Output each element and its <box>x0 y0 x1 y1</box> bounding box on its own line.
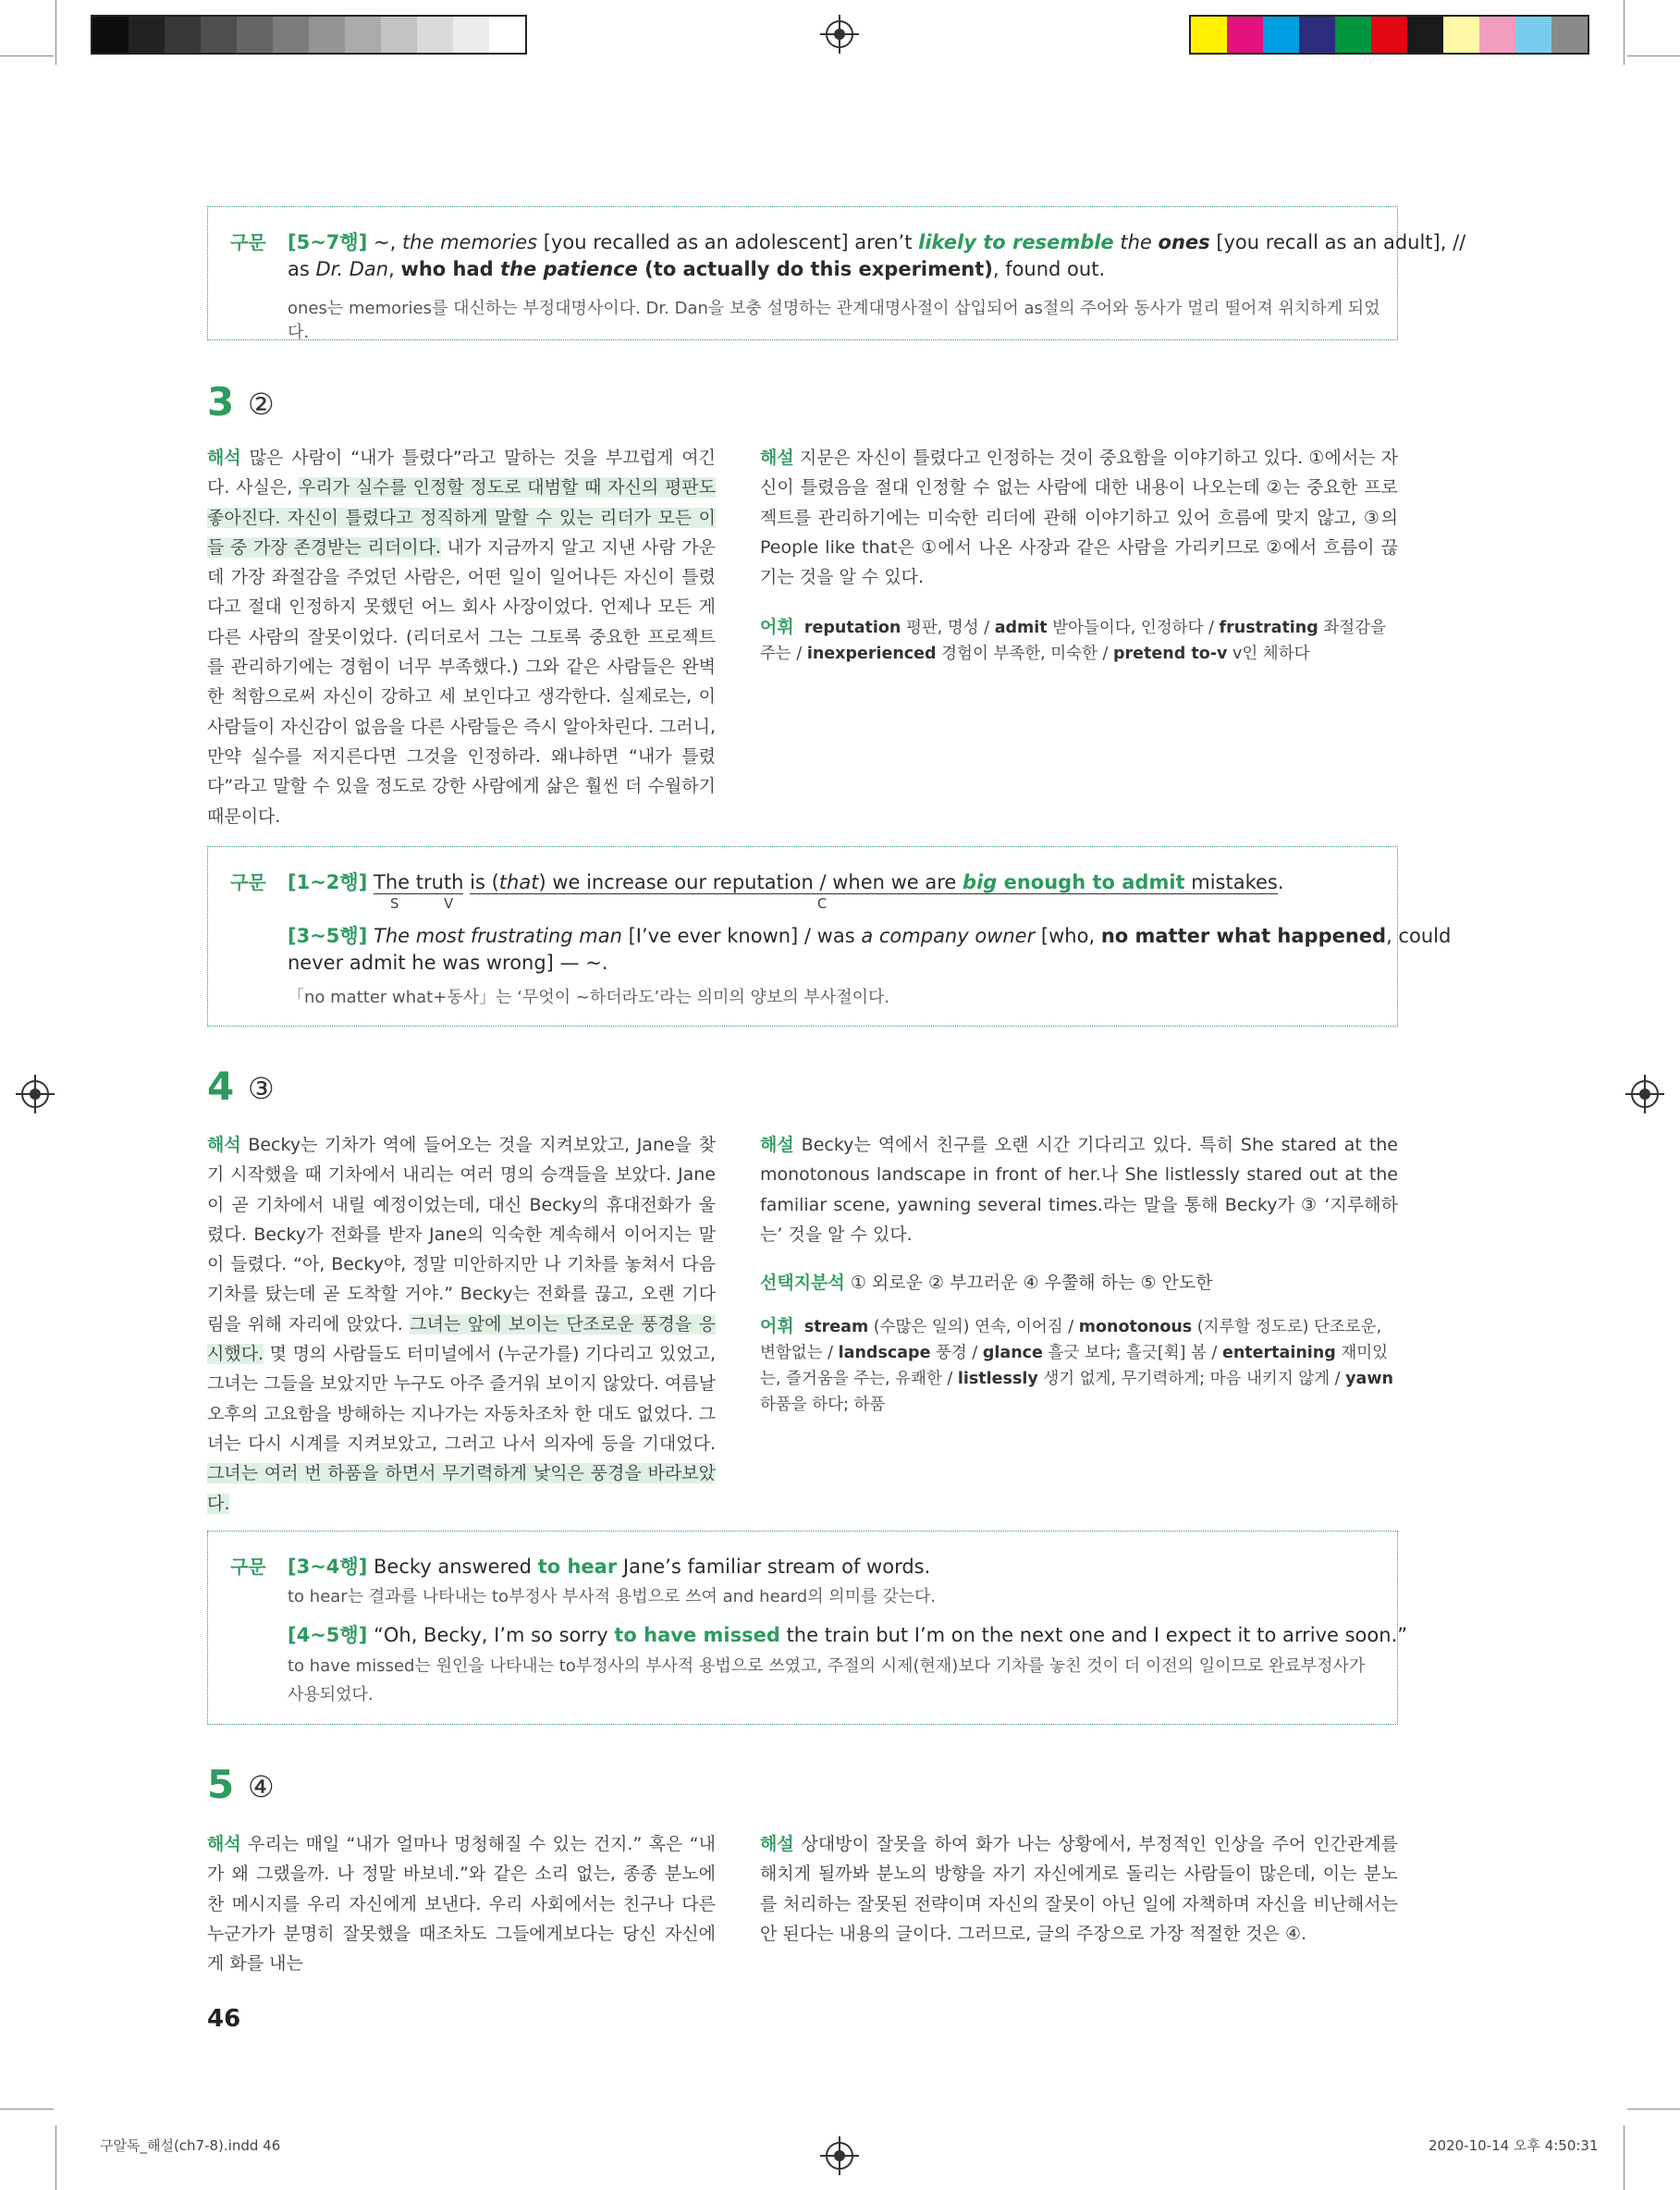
vocabulary-list <box>760 614 1398 667</box>
color-swatch <box>309 17 345 53</box>
answer-symbol: ④ <box>248 1769 275 1804</box>
vocab-meaning: (수많은 일의) 연속, 이어짐 / <box>868 1318 1079 1336</box>
text: who had <box>400 258 500 280</box>
vocab-meaning: 재미있는, 즐거움을 주는, 유쾌한 / <box>760 1344 1389 1388</box>
color-swatch <box>237 17 273 53</box>
vocab-meaning: 하품을 하다; 하품 <box>760 1396 886 1414</box>
text: as <box>288 258 316 280</box>
grammar-line-1 <box>288 228 1465 255</box>
grammar-line-1 <box>288 1552 930 1580</box>
color-swatch <box>417 17 453 53</box>
text: , <box>388 258 401 280</box>
crop-mark <box>1627 2109 1680 2110</box>
question-number: 5 <box>207 1762 235 1807</box>
text: [I’ve ever known] / was <box>621 925 862 947</box>
crop-mark <box>1627 55 1680 56</box>
text: (to actually do this experiment) <box>637 258 993 280</box>
section-label: 해설 <box>760 1135 794 1155</box>
color-swatch <box>1227 17 1263 53</box>
text: , could <box>1386 925 1452 947</box>
crop-mark <box>55 0 56 65</box>
vocab-meaning: v인 체하다 <box>1227 645 1310 663</box>
vocab-word: yawn <box>1345 1370 1393 1388</box>
vocab-meaning: 받아들이다, 인정하다 / <box>1047 619 1220 637</box>
crop-mark <box>55 2125 56 2190</box>
highlight-phrase: to hear <box>537 1556 618 1578</box>
registration-mark-icon <box>826 2142 853 2170</box>
text: no matter what happened <box>1100 925 1387 947</box>
text: ( <box>484 871 499 893</box>
text: ones <box>1158 231 1210 253</box>
line-ref: [3~5행] <box>288 925 368 947</box>
complement-marker: C <box>817 895 828 912</box>
text: the <box>1120 231 1152 253</box>
vocab-word: admit <box>994 619 1048 637</box>
grammar-line-2 <box>288 1620 1407 1648</box>
color-swatch <box>345 17 381 53</box>
color-swatch <box>1407 17 1443 53</box>
color-swatch <box>1191 17 1227 53</box>
vocab-word: reputation <box>803 619 901 637</box>
translation-paragraph <box>207 1829 716 1978</box>
color-swatch <box>1443 17 1479 53</box>
vocab-meaning: 좌절감을 주는 / <box>760 619 1386 663</box>
text: The most frustrating man <box>374 925 622 947</box>
vocab-meaning: 생기 없게, 무기력하게; 마음 내키지 않게 / <box>1037 1370 1346 1388</box>
print-timestamp: 2020-10-14 오후 4:50:31 <box>1429 2137 1599 2154</box>
vocab-meaning: 평판, 명성 / <box>901 619 995 637</box>
crop-mark <box>1624 0 1625 65</box>
translation-paragraph <box>207 1130 716 1519</box>
highlight-phrase: big <box>963 871 998 893</box>
grammar-label: 구문 <box>230 1556 266 1578</box>
text: the train but I’m on the next one and I expect it to arrive soon.” <box>779 1624 1408 1646</box>
text: 상대방이 잘못을 하여 화가 나는 상황에서, 부정적인 인상을 주어 인간관계를 해치게 될까봐 분노의 방향을 자기 자신에게로 돌리는 사람들이 많은데, 이는 분노를 처리하는 잘못된 전략이며 자신의 잘못이 아닌 일에 자책하며 자신을 비난해서는 안 된다는 내용의 글이다. 그러므로, 글의 주장으로 가장 적절한 것은 ④. <box>760 1834 1398 1944</box>
gray-color-bar <box>91 15 527 55</box>
process-color-bar <box>1189 15 1589 55</box>
text: that <box>498 871 539 893</box>
complement-phrase <box>485 871 1278 894</box>
text: mistakes <box>1184 871 1278 893</box>
text: ) we increase our reputation / when we are <box>538 871 963 893</box>
text: [who, <box>1035 925 1101 947</box>
answer-symbol: ③ <box>248 1071 275 1106</box>
translation-paragraph <box>207 443 716 831</box>
vocab-word: monotonous <box>1078 1318 1193 1336</box>
highlight-phrase: enough to admit <box>997 871 1185 893</box>
text: 우리는 매일 “내가 얼마나 멍청해질 수 있는 건지.” 혹은 “내가 왜 그랬을까. 나 정말 바보네.”와 같은 소리 없는, 종종 분노에 찬 메시지를 우리 자신에게 보낸다. 우리 사회에서는 친구나 다른 누군가가 분명히 잘못했을 때조차도 그들에게보다는 당신 자신에게 화를 내는 <box>207 1834 716 1975</box>
crop-mark <box>0 2109 54 2110</box>
crop-mark <box>0 55 54 56</box>
color-swatch <box>1515 17 1551 53</box>
line-ref: [3~4행] <box>288 1556 368 1578</box>
text: ① 외로운 ② 부끄러운 ④ 우쭐해 하는 ⑤ 안도한 <box>844 1273 1213 1293</box>
color-swatch <box>381 17 417 53</box>
text: , found out. <box>992 258 1106 280</box>
grammar-box-1 <box>207 206 1466 342</box>
verb-phrase: is <box>470 871 485 893</box>
section-label: 해석 <box>207 1834 241 1854</box>
file-slug: 구알독_해설(ch7-8).indd 46 <box>100 2137 281 2154</box>
grammar-line-1 <box>288 867 1284 895</box>
explanation-paragraph <box>760 443 1398 592</box>
text: the memories <box>401 231 538 253</box>
text: 내가 지금까지 알고 지낸 사람 가운데 가장 좌절감을 주었던 사람은, 어떤 일이 일어나든 자신이 틀렸다고 절대 인정하지 못했던 어느 회사 사장이었다. 언제나 모든 게 다른 사람의 잘못이었다. (리더로서 그는 그토록 중요한 프로젝트를 관리하기에는 경험이 너무 부족했다.) 그와 같은 사람들은 완벽한 척함으로써 자신이 강하고 세 보인다고 생각한다. 실제로는, 이 사람들이 자신감이 없음을 다른 사람들은 즉시 알아차린다. 그러니, 만약 실수를 저지른다면 그것을 인정하라. 왜냐하면 “내가 틀렸다”라고 말할 수 있을 정도로 강한 사람에게 삶은 훨씬 더 수월하기 때문이다. <box>207 536 716 827</box>
line-ref: [5~7행] <box>288 231 368 253</box>
choice-analysis <box>760 1268 1398 1298</box>
section-label: 어휘 <box>760 1316 794 1336</box>
color-swatch <box>129 17 165 53</box>
text: [you recalled as an adolescent] aren’t <box>537 231 919 253</box>
text: “Oh, Becky, I’m so sorry <box>367 1624 615 1646</box>
color-swatch <box>201 17 237 53</box>
grammar-box-2 <box>207 846 1452 1027</box>
subject-marker: S <box>390 895 399 912</box>
registration-mark-icon <box>826 20 853 48</box>
text: 많은 사람이 “내가 틀렸다”라고 말하는 것을 부끄럽게 여긴다. 사실은, <box>207 448 716 498</box>
color-swatch <box>1479 17 1515 53</box>
section-label: 해석 <box>207 1135 241 1155</box>
text: 몇 명의 사람들도 터미널에서 (누군가를) 기다리고 있었고, 그녀는 그들을 보았지만 누구도 아주 즐거워 보이지 않았다. 여름날 오후의 고요함을 방해하는 지나가는 자동차조차 한 대도 없었다. 그녀는 다시 시계를 지켜보았고, 그러고 나서 의자에 등을 기대었다. <box>207 1344 716 1454</box>
line-ref: [1~2행] <box>288 871 368 893</box>
text: the patience <box>500 258 638 280</box>
highlight-phrase: likely to resemble <box>918 231 1114 253</box>
vocab-word: frustrating <box>1219 619 1318 637</box>
color-swatch <box>1335 17 1371 53</box>
text: Becky answered <box>367 1556 538 1578</box>
explanation-paragraph <box>760 1829 1398 1949</box>
text: . <box>1277 871 1284 893</box>
crop-mark <box>1624 2125 1625 2190</box>
text: Becky는 역에서 친구를 오랜 시간 기다리고 있다. 특히 She stared at the monotonous landscape in front of her.나 She listlessly stared out at the familiar scene, yawning several times.라는 말을 통해 Becky가 ③ ‘지루해하는’ 것을 알 수 있다. <box>760 1135 1398 1245</box>
explanation-paragraph <box>760 1130 1398 1249</box>
highlighted-text: 그녀는 여러 번 하품을 하면서 무기력하게 낯익은 풍경을 바라보았다. <box>207 1463 716 1514</box>
vocab-word: entertaining <box>1221 1344 1336 1362</box>
color-swatch <box>1263 17 1299 53</box>
section-label: 해설 <box>760 448 794 468</box>
vocabulary-list <box>760 1313 1398 1418</box>
color-swatch <box>489 17 525 53</box>
text: ~, <box>367 231 402 253</box>
grammar-note: to have missed는 원인을 나타내는 to부정사의 부사적 용법으로 쓰였고, 주절의 시제(현재)보다 기차를 놓친 것이 더 이전의 일이므로 완료부정사가 사용되었다. <box>288 1656 1366 1704</box>
registration-mark-icon <box>1631 1080 1659 1108</box>
grammar-label: 구문 <box>230 231 266 253</box>
grammar-label: 구문 <box>230 871 266 893</box>
text: Dr. Dan <box>315 258 389 280</box>
vocab-word: landscape <box>838 1344 931 1362</box>
highlighted-text: 그녀는 앞에 보이는 단조로운 풍경을 응시했다. <box>207 1313 716 1365</box>
vocab-meaning: 경험이 부족한, 미숙한 / <box>936 645 1114 663</box>
subject-phrase: The truth <box>374 871 464 893</box>
color-swatch <box>165 17 201 53</box>
section-label: 선택지분석 <box>760 1273 845 1293</box>
grammar-note: ones는 memories를 대신하는 부정대명사이다. Dr. Dan을 보충 설명하는 관계대명사절이 삽입되어 as절의 주어와 동사가 멀리 떨어져 위치하게 되었다. <box>288 299 1380 342</box>
vocab-word: glance <box>982 1344 1043 1362</box>
text: 지문은 자신이 틀렸다고 인정하는 것이 중요함을 이야기하고 있다. ①에서는 자신이 틀렸음을 절대 인정할 수 없는 사람에 대한 내용이 나오는데 ②는 중요한 프로젝트를 관리하기에는 미숙한 리더에 관해 이야기하고 있어 흐름에 맞지 않고, ③의 People like that은 ①에서 나온 사장과 같은 사람을 가리키므로 ②에서 흐름이 끊기는 것을 알 수 있다. <box>760 448 1398 588</box>
highlighted-text: 우리가 실수를 인정할 정도로 대범할 때 자신의 평판도 좋아진다. 자신이 틀렸다고 정직하게 말할 수 있는 리더가 모든 이들 중 가장 존경받는 리더이다. <box>207 477 716 558</box>
question-number: 3 <box>207 379 235 424</box>
text: a company owner <box>861 925 1036 947</box>
vocab-word: listlessly <box>957 1370 1038 1388</box>
line-ref: [4~5행] <box>288 1624 368 1646</box>
text <box>1152 231 1159 253</box>
vocab-meaning: (지루할 정도로) 단조로운, 변함없는 / <box>760 1318 1382 1362</box>
vocab-meaning: 풍경 / <box>930 1344 983 1362</box>
text: Jane’s familiar stream of words. <box>617 1556 931 1578</box>
section-label: 해설 <box>760 1834 794 1854</box>
grammar-line-3: never admit he was wrong] — ~. <box>288 952 608 974</box>
color-swatch <box>92 17 129 53</box>
grammar-line-2 <box>288 258 1105 280</box>
answer-symbol: ② <box>248 387 275 422</box>
highlight-phrase: to have missed <box>614 1624 780 1646</box>
grammar-line-2 <box>288 921 1451 949</box>
color-swatch <box>273 17 309 53</box>
question-number: 4 <box>207 1064 235 1109</box>
color-swatch <box>1371 17 1407 53</box>
vocab-word: pretend to-v <box>1113 645 1228 663</box>
grammar-note: to hear는 결과를 나타내는 to부정사 부사적 용법으로 쓰여 and heard의 의미를 갖는다. <box>288 1587 937 1606</box>
color-swatch <box>1299 17 1335 53</box>
section-label: 어휘 <box>760 617 794 637</box>
grammar-box-3 <box>207 1531 1408 1725</box>
color-swatch <box>453 17 489 53</box>
text: [you recall as an adult], // <box>1209 231 1466 253</box>
registration-mark-icon <box>21 1080 49 1108</box>
page-number: 46 <box>207 2005 241 2033</box>
verb-marker: V <box>444 895 454 912</box>
color-swatch <box>1551 17 1588 53</box>
vocab-word: inexperienced <box>806 645 937 663</box>
vocab-word: stream <box>803 1318 869 1336</box>
section-label: 해석 <box>207 448 241 468</box>
grammar-note: 「no matter what+동사」는 ‘무엇이 ~하더라도’라는 의미의 양보의 부사절이다. <box>288 988 890 1007</box>
text: Becky는 기차가 역에 들어오는 것을 지켜보았고, Jane을 찾기 시작했을 때 기차에서 내리는 여러 명의 승객들을 보았다. Jane이 곧 기차에서 내릴 예정이었는데, 대신 Becky의 휴대전화가 울렸다. Becky가 전화를 받자 Jane의 익숙한 계속해서 이어지는 말이 들렸다. “아, Becky야, 정말 미안하지만 나 기차를 놓쳐서 다음 기차를 탔는데 곧 도착할 거야.” Becky는 전화를 끊고, 오랜 기다림을 위해 자리에 앉았다. <box>207 1135 716 1335</box>
vocab-meaning: 흘긋 보다; 흘긋[휙] 봄 / <box>1042 1344 1222 1362</box>
